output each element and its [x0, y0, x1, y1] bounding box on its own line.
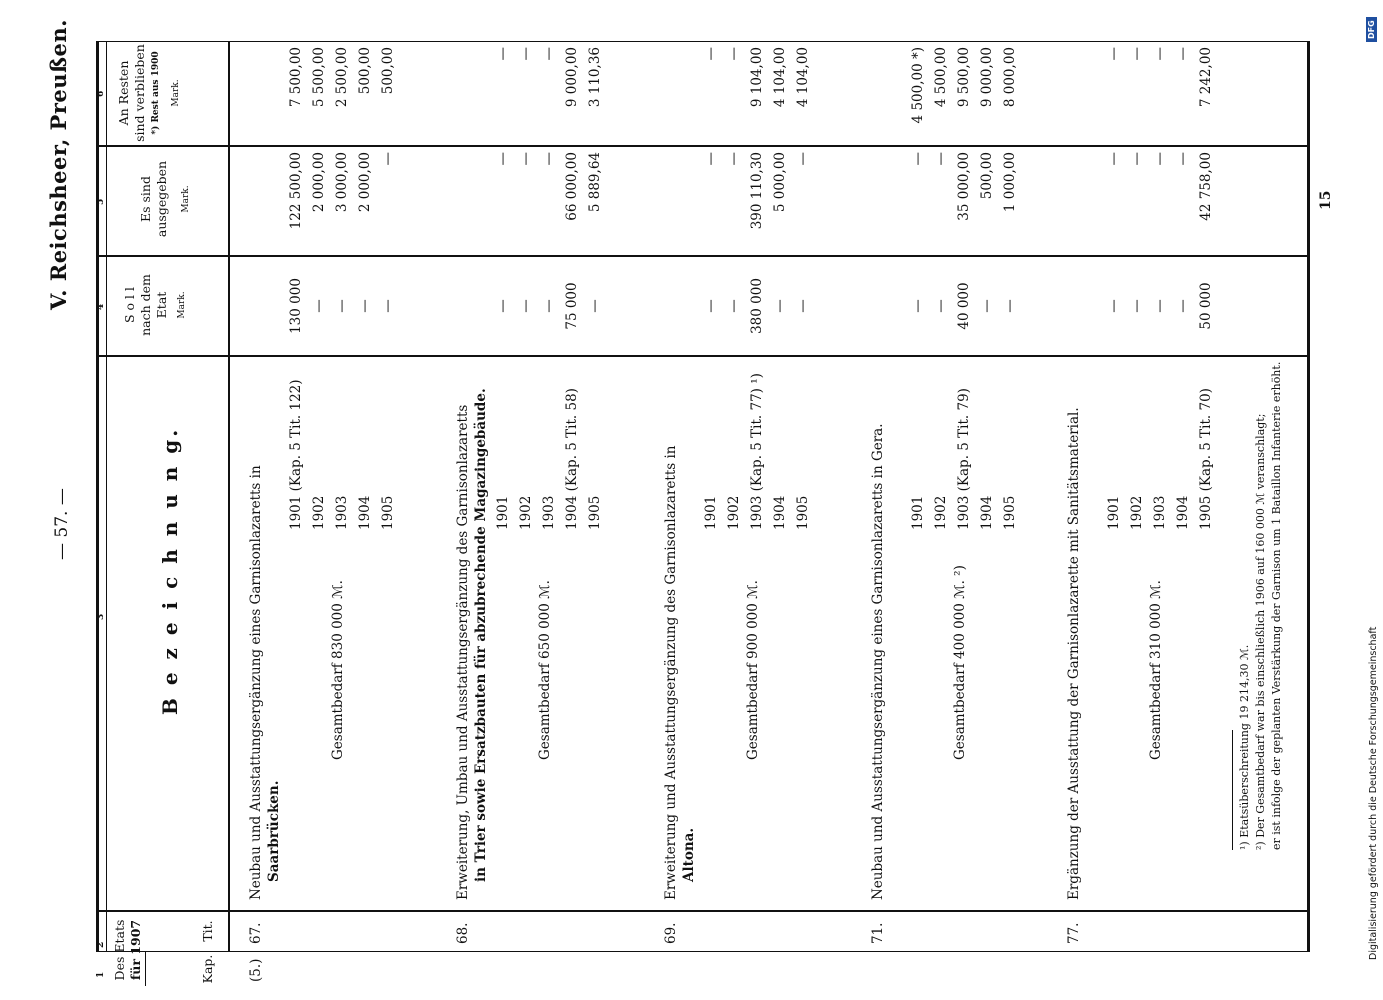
- row-rest: —: [541, 47, 557, 61]
- entry-tit: 69.: [663, 922, 679, 944]
- col5-label-line2: ausgegeben: [154, 160, 169, 238]
- entry-tit: 67.: [248, 922, 264, 944]
- row-label: 1903 (Kap. 5 Tit. 79): [956, 388, 972, 530]
- row-label: 1904: [979, 495, 995, 530]
- row-rest: —: [1129, 47, 1145, 61]
- row-rest: 4 500,00 *): [910, 47, 926, 124]
- row-soll: —: [726, 299, 742, 313]
- col4-unit: Mark.: [177, 291, 187, 319]
- page-number: — 57. —: [52, 488, 72, 560]
- row-ausgegeben: —: [703, 152, 719, 166]
- col4-label-line2: nach dem: [138, 274, 153, 336]
- row-rest: 5 500,00: [311, 47, 327, 108]
- row-soll: —: [311, 299, 327, 313]
- row-soll: —: [1002, 299, 1018, 313]
- row-soll: —: [772, 299, 788, 313]
- row-rest: —: [1106, 47, 1122, 61]
- row-label: 1901: [910, 495, 926, 530]
- col-sep-2: [96, 355, 1310, 357]
- entry-desc-line1: Erweiterung, Umbau und Ausstattungsergänzung des Garnisonlazaretts: [455, 404, 471, 900]
- entry-desc-line1: Neubau und Ausstattungsergänzung eines Garnisonlazaretts in: [248, 465, 264, 900]
- row-label: 1905 (Kap. 5 Tit. 70): [1198, 388, 1214, 530]
- row-rest: 8 000,00: [1002, 47, 1018, 108]
- row-label: 1905: [795, 495, 811, 530]
- row-soll: —: [587, 299, 603, 313]
- entry-gesamtbedarf: Gesamtbedarf 400 000 ℳ. ²): [952, 565, 968, 760]
- col6-label-line3: *) Rest aus 1900: [151, 51, 161, 135]
- row-label: 1902: [933, 495, 949, 530]
- row-label: 1901 (Kap. 5 Tit. 122): [288, 379, 304, 530]
- row-rest: 7 500,00: [288, 47, 304, 108]
- col6-label: [116, 43, 184, 143]
- col4-label: [122, 260, 190, 350]
- row-rest: 4 104,00: [772, 47, 788, 108]
- row-ausgegeben: —: [910, 152, 926, 166]
- table-top-rule: [96, 42, 99, 952]
- row-rest: 9 000,00: [979, 47, 995, 108]
- row-ausgegeben: —: [795, 152, 811, 166]
- entry-gesamtbedarf: Gesamtbedarf 650 000 ℳ.: [537, 580, 553, 760]
- page-title: V. Reichsheer, Preußen.: [46, 19, 71, 310]
- colnum-3: 3: [96, 613, 106, 620]
- dfg-logo: DFG: [1366, 17, 1377, 42]
- row-soll: —: [1152, 299, 1168, 313]
- row-ausgegeben: 2 000,00: [357, 152, 373, 213]
- row-ausgegeben: —: [1129, 152, 1145, 166]
- row-label: 1903 (Kap. 5 Tit. 77) ¹): [749, 373, 765, 530]
- colnum-5: 5: [96, 198, 106, 205]
- row-ausgegeben: —: [1175, 152, 1191, 166]
- row-ausgegeben: —: [1106, 152, 1122, 166]
- col-sep-3: [96, 255, 1310, 257]
- row-ausgegeben: —: [380, 152, 396, 166]
- row-label: 1901: [1106, 495, 1122, 530]
- row-soll: —: [495, 299, 511, 313]
- row-soll: 50 000: [1198, 282, 1214, 330]
- col4-label-line3: Etat: [154, 291, 169, 319]
- entry-tit: 68.: [455, 922, 471, 944]
- col12-label: [112, 914, 144, 986]
- row-ausgegeben: —: [933, 152, 949, 166]
- col-sep-0: [96, 951, 1310, 952]
- col5-label-line1: Es sind: [138, 176, 153, 222]
- row-soll: —: [933, 299, 949, 313]
- row-rest: 500,00: [380, 47, 396, 95]
- entry-desc-line1: Neubau und Ausstattungsergänzung eines Garnisonlazaretts in Gera.: [870, 423, 886, 900]
- entry-desc-line2: in Trier sowie Ersatzbauten für abzubrechende Magazingebäude.: [473, 388, 489, 882]
- colnum-6: 6: [96, 90, 106, 97]
- row-label: 1902: [1129, 495, 1145, 530]
- colnum-2: 2: [96, 941, 106, 948]
- row-soll: —: [979, 299, 995, 313]
- row-soll: —: [910, 299, 926, 313]
- colnum-1: 1: [96, 971, 106, 978]
- row-rest: —: [726, 47, 742, 61]
- row-ausgegeben: 35 000,00: [956, 152, 972, 221]
- row-rest: 3 110,36: [587, 47, 603, 108]
- row-ausgegeben: 390 110,30: [749, 152, 765, 230]
- row-label: 1903: [541, 495, 557, 530]
- kap-value: (5.): [248, 958, 264, 982]
- row-label: 1905: [587, 495, 603, 530]
- digitization-credit: Digitalisierung gefördert durch die Deutsche Forschungsgemeinschaft: [1368, 626, 1379, 960]
- row-soll: 380 000: [749, 278, 765, 334]
- col-sep-1: [96, 910, 1310, 912]
- row-ausgegeben: 66 000,00: [564, 152, 580, 221]
- col12-label-line2: für 1907: [128, 919, 143, 981]
- row-label: 1903: [334, 495, 350, 530]
- col5-unit: Mark.: [181, 185, 191, 213]
- row-rest: —: [1175, 47, 1191, 61]
- row-rest: —: [1152, 47, 1168, 61]
- row-label: 1902: [518, 495, 534, 530]
- row-rest: —: [703, 47, 719, 61]
- row-soll: —: [703, 299, 719, 313]
- colnum-rule: [106, 42, 107, 952]
- row-soll: —: [380, 299, 396, 313]
- col6-unit: Mark.: [171, 79, 181, 107]
- row-label: 1904 (Kap. 5 Tit. 58): [564, 388, 580, 530]
- row-rest: 9 104,00: [749, 47, 765, 108]
- row-soll: —: [541, 299, 557, 313]
- row-soll: —: [795, 299, 811, 313]
- row-ausgegeben: 3 000,00: [334, 152, 350, 213]
- row-label: 1901: [703, 495, 719, 530]
- row-ausgegeben: —: [541, 152, 557, 166]
- table-bottom-rule: [1307, 42, 1310, 952]
- col-sep-5: [96, 41, 1310, 42]
- row-ausgegeben: 42 758,00: [1198, 152, 1214, 221]
- row-label: 1902: [311, 495, 327, 530]
- footnote-2b: er ist infolge der geplanten Verstärkung der Garnison um 1 Bataillon Infanterie erhöht.: [1270, 361, 1283, 850]
- row-rest: 9 000,00: [564, 47, 580, 108]
- row-soll: —: [357, 299, 373, 313]
- footnote-1: ¹) Etatsüberschreitung 19 214,30 ℳ.: [1238, 644, 1251, 850]
- col4-label-line1: S o l l: [122, 287, 137, 324]
- row-rest: 2 500,00: [334, 47, 350, 108]
- row-soll: 130 000: [288, 278, 304, 334]
- entry-gesamtbedarf: Gesamtbedarf 830 000 ℳ.: [330, 580, 346, 760]
- entry-gesamtbedarf: Gesamtbedarf 310 000 ℳ.: [1148, 580, 1164, 760]
- entry-desc-line1: Erweiterung und Ausstattungsergänzung des Garnisonlazaretts in: [663, 445, 679, 900]
- row-soll: 40 000: [956, 282, 972, 330]
- row-label: 1902: [726, 495, 742, 530]
- row-ausgegeben: 122 500,00: [288, 152, 304, 230]
- row-soll: —: [518, 299, 534, 313]
- row-soll: —: [334, 299, 350, 313]
- row-ausgegeben: 2 000,00: [311, 152, 327, 213]
- row-label: 1903: [1152, 495, 1168, 530]
- row-soll: 75 000: [564, 282, 580, 330]
- footnote-rule: [1232, 730, 1233, 850]
- entry-gesamtbedarf: Gesamtbedarf 900 000 ℳ.: [745, 580, 761, 760]
- row-ausgegeben: —: [495, 152, 511, 166]
- row-label: 1905: [380, 495, 396, 530]
- row-rest: 4 104,00: [795, 47, 811, 108]
- row-ausgegeben: —: [726, 152, 742, 166]
- row-rest: 4 500,00: [933, 47, 949, 108]
- col5-label: [138, 150, 194, 248]
- row-rest: —: [518, 47, 534, 61]
- row-label: 1901: [495, 495, 511, 530]
- row-soll: —: [1106, 299, 1122, 313]
- header-bottom-rule: [228, 42, 230, 952]
- row-ausgegeben: 5 000,00: [772, 152, 788, 213]
- col-sep-4: [96, 145, 1310, 147]
- col3-label: B e z e i c h n u n g.: [158, 426, 182, 715]
- row-rest: 500,00: [357, 47, 373, 95]
- row-label: 1905: [1002, 495, 1018, 530]
- entry-desc-line2: Altona.: [681, 827, 697, 882]
- footnote-2a: ²) Der Gesamtbedarf war bis einschließlich 1906 auf 160 000 ℳ veranschlagt;: [1254, 413, 1267, 850]
- colnum-4: 4: [96, 303, 106, 310]
- col6-label-line1: An Resten: [116, 60, 131, 126]
- entry-desc-line2: Saarbrücken.: [266, 780, 282, 882]
- bottom-page-number: 15: [1318, 190, 1334, 210]
- row-ausgegeben: 1 000,00: [1002, 152, 1018, 213]
- row-soll: —: [1129, 299, 1145, 313]
- row-ausgegeben: 500,00: [979, 152, 995, 200]
- row-rest: 7 242,00: [1198, 47, 1214, 108]
- entry-desc-line1: Ergänzung der Ausstattung der Garnisonlazarette mit Sanitätsmaterial.: [1066, 407, 1082, 900]
- row-ausgegeben: —: [518, 152, 534, 166]
- kap-tit-rule: [145, 952, 146, 986]
- row-ausgegeben: 5 889,64: [587, 152, 603, 213]
- row-rest: —: [495, 47, 511, 61]
- row-rest: 9 500,00: [956, 47, 972, 108]
- col1-sub: Kap.: [200, 954, 215, 984]
- col2-sub: Tit.: [200, 920, 215, 942]
- row-label: 1904: [772, 495, 788, 530]
- col12-label-line1: Des Etats: [112, 919, 127, 981]
- entry-tit: 71.: [870, 922, 886, 944]
- col6-label-line2: sind verblieben: [132, 44, 147, 142]
- row-label: 1904: [1175, 495, 1191, 530]
- entry-tit: 77.: [1066, 922, 1082, 944]
- row-label: 1904: [357, 495, 373, 530]
- row-soll: —: [1175, 299, 1191, 313]
- row-ausgegeben: —: [1152, 152, 1168, 166]
